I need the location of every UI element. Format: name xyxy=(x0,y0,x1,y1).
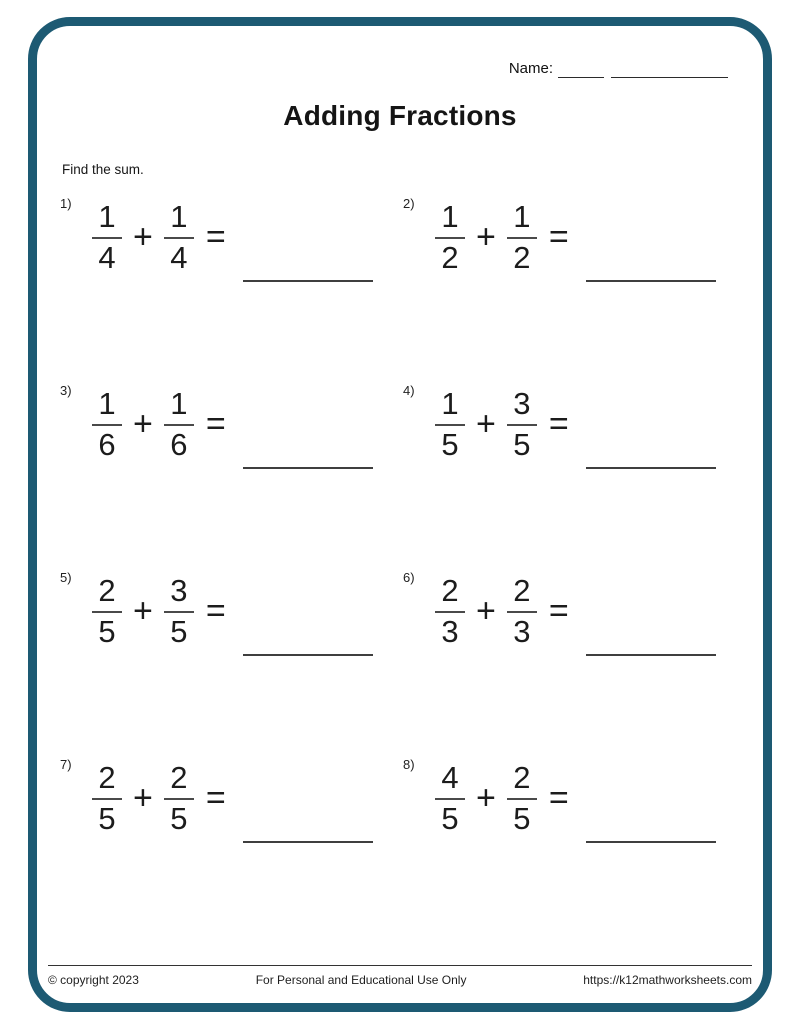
fraction-numerator: 4 xyxy=(441,760,459,795)
fraction-bar xyxy=(435,237,465,239)
fraction-numerator: 1 xyxy=(170,199,188,234)
fraction-denominator: 5 xyxy=(170,800,188,836)
equals-sign: = xyxy=(548,218,569,257)
plus-operator: + xyxy=(476,405,496,444)
name-blank-line-long xyxy=(611,62,728,78)
footer-divider xyxy=(48,965,752,966)
fraction-denominator: 3 xyxy=(441,613,459,649)
answer-blank xyxy=(586,841,716,843)
fraction-bar xyxy=(92,798,122,800)
fraction-1 xyxy=(92,575,122,648)
fraction-bar xyxy=(507,237,537,239)
fraction-denominator: 5 xyxy=(170,613,188,649)
fraction-numerator: 1 xyxy=(170,386,188,421)
fraction-1 xyxy=(435,762,465,835)
equation xyxy=(92,762,373,835)
name-label: Name: xyxy=(508,60,553,77)
fraction-bar xyxy=(164,798,194,800)
fraction-bar xyxy=(435,424,465,426)
fraction-numerator: 2 xyxy=(98,760,116,795)
name-blank-line-short xyxy=(558,62,604,78)
fraction-numerator: 2 xyxy=(513,760,531,795)
answer-blank xyxy=(243,467,373,469)
equals-sign: = xyxy=(548,779,569,818)
problem-2 xyxy=(403,195,746,382)
equation xyxy=(435,575,716,648)
fraction-denominator: 5 xyxy=(98,800,116,836)
equals-sign: = xyxy=(205,218,226,257)
fraction-2 xyxy=(507,762,537,835)
answer-blank xyxy=(243,280,373,282)
answer-blank xyxy=(586,467,716,469)
equals-sign: = xyxy=(548,592,569,631)
plus-operator: + xyxy=(133,779,153,818)
fraction-bar xyxy=(507,424,537,426)
fraction-numerator: 1 xyxy=(98,386,116,421)
fraction-denominator: 6 xyxy=(170,426,188,462)
fraction-denominator: 2 xyxy=(441,239,459,275)
fraction-1 xyxy=(92,762,122,835)
problem-number: 2) xyxy=(403,196,415,211)
equals-sign: = xyxy=(205,405,226,444)
fraction-bar xyxy=(164,611,194,613)
fraction-2 xyxy=(164,762,194,835)
fraction-2 xyxy=(507,201,537,274)
fraction-2 xyxy=(507,575,537,648)
problem-number: 6) xyxy=(403,570,415,585)
problem-3 xyxy=(60,382,403,569)
fraction-2 xyxy=(164,575,194,648)
fraction-numerator: 2 xyxy=(441,573,459,608)
fraction-denominator: 4 xyxy=(170,239,188,275)
fraction-bar xyxy=(164,424,194,426)
fraction-denominator: 5 xyxy=(441,800,459,836)
plus-operator: + xyxy=(133,218,153,257)
equation xyxy=(435,762,716,835)
plus-operator: + xyxy=(476,218,496,257)
plus-operator: + xyxy=(476,779,496,818)
problem-number: 3) xyxy=(60,383,72,398)
fraction-1 xyxy=(435,388,465,461)
instruction-text: Find the sum. xyxy=(62,162,144,177)
fraction-bar xyxy=(164,237,194,239)
fraction-denominator: 5 xyxy=(441,426,459,462)
name-row xyxy=(509,60,728,78)
page-title: Adding Fractions xyxy=(283,100,517,131)
problem-number: 4) xyxy=(403,383,415,398)
fraction-2 xyxy=(507,388,537,461)
problem-5 xyxy=(60,569,403,756)
fraction-numerator: 2 xyxy=(513,573,531,608)
footer xyxy=(48,965,752,987)
plus-operator: + xyxy=(133,592,153,631)
fraction-bar xyxy=(92,237,122,239)
equals-sign: = xyxy=(205,779,226,818)
problem-number: 8) xyxy=(403,757,415,772)
problem-6 xyxy=(403,569,746,756)
problem-7 xyxy=(60,756,403,943)
fraction-denominator: 2 xyxy=(513,239,531,275)
fraction-denominator: 4 xyxy=(98,239,116,275)
plus-operator: + xyxy=(476,592,496,631)
worksheet-frame xyxy=(28,17,772,1012)
fraction-bar xyxy=(92,611,122,613)
fraction-1 xyxy=(435,575,465,648)
footer-usage: For Personal and Educational Use Only xyxy=(255,973,467,987)
fraction-2 xyxy=(164,201,194,274)
problems-grid xyxy=(60,195,746,943)
fraction-numerator: 3 xyxy=(170,573,188,608)
equation xyxy=(92,388,373,461)
equals-sign: = xyxy=(205,592,226,631)
problem-1 xyxy=(60,195,403,382)
plus-operator: + xyxy=(133,405,153,444)
fraction-numerator: 1 xyxy=(441,386,459,421)
fraction-1 xyxy=(435,201,465,274)
equation xyxy=(435,388,716,461)
footer-row xyxy=(48,973,752,987)
equation xyxy=(92,575,373,648)
fraction-numerator: 2 xyxy=(98,573,116,608)
answer-blank xyxy=(243,841,373,843)
problem-number: 1) xyxy=(60,196,72,211)
footer-copyright: © copyright 2023 xyxy=(48,973,139,987)
problem-8 xyxy=(403,756,746,943)
equation xyxy=(435,201,716,274)
fraction-1 xyxy=(92,388,122,461)
fraction-bar xyxy=(92,424,122,426)
fraction-numerator: 2 xyxy=(170,760,188,795)
problem-4 xyxy=(403,382,746,569)
problem-number: 7) xyxy=(60,757,72,772)
answer-blank xyxy=(586,280,716,282)
answer-blank xyxy=(586,654,716,656)
problem-number: 5) xyxy=(60,570,72,585)
fraction-bar xyxy=(435,798,465,800)
fraction-2 xyxy=(164,388,194,461)
fraction-numerator: 3 xyxy=(513,386,531,421)
fraction-denominator: 5 xyxy=(513,800,531,836)
fraction-bar xyxy=(507,798,537,800)
fraction-numerator: 1 xyxy=(513,199,531,234)
fraction-denominator: 3 xyxy=(513,613,531,649)
fraction-denominator: 6 xyxy=(98,426,116,462)
fraction-numerator: 1 xyxy=(441,199,459,234)
fraction-bar xyxy=(435,611,465,613)
fraction-1 xyxy=(92,201,122,274)
equals-sign: = xyxy=(548,405,569,444)
fraction-denominator: 5 xyxy=(513,426,531,462)
footer-url: https://k12mathworksheets.com xyxy=(583,973,752,987)
equation xyxy=(92,201,373,274)
answer-blank xyxy=(243,654,373,656)
fraction-numerator: 1 xyxy=(98,199,116,234)
fraction-bar xyxy=(507,611,537,613)
fraction-denominator: 5 xyxy=(98,613,116,649)
